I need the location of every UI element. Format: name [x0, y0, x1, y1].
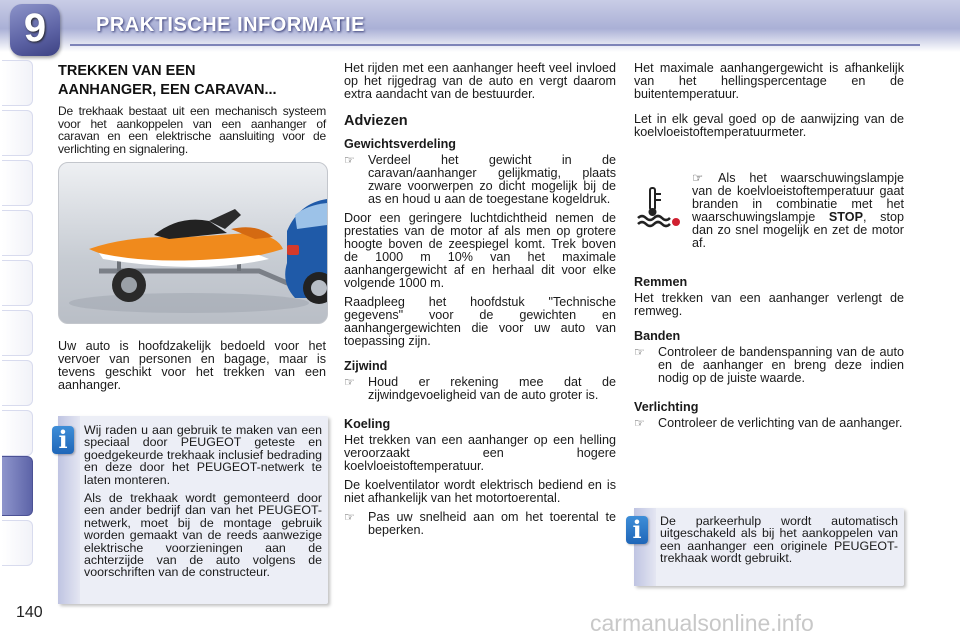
info-paragraph-1: Wij raden u aan gebruik te maken van een speciaal door PEUGEOT geteste en goedgekeurde trekhaak inclusief bedrading en deze door het PEUGEOT-netwerk te laten monteren.: [84, 423, 322, 487]
coolant-warning: [634, 172, 904, 264]
intro-paragraph: Het rijden met een aanhanger heeft veel invloed op het rijgedrag van de auto en vergt daarom extra aandacht van de bestuurder.: [344, 61, 616, 101]
lights-heading: Verlichting: [634, 400, 699, 414]
hand-pointer-icon: ☞: [344, 153, 355, 167]
bullet-text: Pas uw snelheid aan om het toerental te beperken.: [368, 510, 616, 537]
bullet-text: Verdeel het gewicht in de caravan/aanhanger gelijkmatig, plaats zware voorwerpen zo dicht mogelijk bij de as en houd u aan de toegestane kogeldruk.: [368, 153, 616, 206]
column-left-body: [58, 340, 326, 398]
column-left: [58, 62, 326, 161]
header-rule: [70, 44, 920, 46]
weight-heading: Gewichtsverdeling: [344, 137, 456, 151]
altitude-paragraph: Door een geringere luchtdichtheid nemen de prestaties van de motor af als men op grotere hoogte boven de zeespiegel komt. Trek boven de 1000 m 10% van het maximale aanhangergewicht af en herhaal dit voor elke volgende 1000 m.: [344, 211, 616, 290]
chapter-tab[interactable]: [2, 360, 33, 406]
chapter-tab[interactable]: [2, 110, 33, 156]
chapter-number: 9: [23, 6, 47, 50]
hand-pointer-icon: ☞: [634, 416, 645, 430]
hand-pointer-icon: ☞: [344, 375, 355, 389]
wind-bullet: [344, 376, 616, 402]
stop-label: STOP: [828, 210, 863, 224]
coolant-temperature-icon: [636, 184, 680, 228]
column-right: [634, 62, 904, 145]
cooling-bullet: [344, 511, 616, 537]
info-icon: i: [626, 516, 648, 544]
bullet-text: Houd er rekening mee dat de zijwindgevoeligheid van de auto groter is.: [368, 375, 616, 402]
chapter-tab[interactable]: [2, 260, 33, 306]
hand-pointer-icon: ☞: [692, 171, 704, 185]
body-paragraph: Uw auto is hoofdzakelijk bedoeld voor het vervoer van personen en bagage, maar is tevens geschikt voor het trekken van een aanhanger.: [58, 339, 326, 392]
weight-bullet: [344, 154, 616, 206]
intro-paragraph: De trekhaak bestaat uit een mechanisch systeem voor het aankoppelen van een aanhanger of caravan en een elektrische aansluiting voor de verlichting en signalering.: [58, 104, 326, 156]
info-paragraph-2: Als de trekhaak wordt gemonteerd door een ander bedrijf dan van het PEUGEOT-netwerk, moet bij de montage gebruik worden gemaakt van de reeds aanwezige elektrische voorzieningen aan de achterzijde van de auto volgens de voorschriften van de constructeur.: [84, 491, 322, 580]
chapter-title: PRAKTISCHE INFORMATIE: [96, 14, 366, 36]
chapter-tab[interactable]: [2, 310, 33, 356]
hand-pointer-icon: ☞: [344, 510, 355, 524]
brakes-paragraph: Het trekken van een aanhanger verlengt de remweg.: [634, 291, 904, 318]
warning-text: [692, 172, 904, 250]
chapter-tab[interactable]: [2, 520, 33, 566]
cooling-heading: Koeling: [344, 417, 391, 431]
bullet-text: Controleer de bandenspanning van de auto en de aanhanger en breng deze indien nodig op de juiste waarde.: [658, 345, 904, 385]
reference-paragraph: Raadpleeg het hoofdstuk "Technische gegevens" voor de gewichten en aanhangergewichten die voor uw auto van toepassing zijn.: [344, 295, 616, 348]
chapter-tab-strip: [0, 52, 34, 602]
info-box-text: [84, 424, 322, 585]
tyres-bullet: [634, 346, 904, 385]
parking-aid-text: De parkeerhulp wordt automatisch uitgeschakeld als bij het aankoppelen van een aanhanger een originele PEUGEOT-trekhaak wordt gebruikt.: [660, 514, 898, 566]
lights-bullet: [634, 417, 904, 430]
tyres-heading: Banden: [634, 329, 681, 343]
column-right-lower: [634, 276, 904, 436]
section-title-line1: TREKKEN VAN EEN: [58, 63, 196, 79]
warning-text-part2: , stop dan zo snel mogelijk en zet de motor af.: [692, 210, 904, 250]
chapter-tab[interactable]: [2, 160, 33, 206]
cooling-paragraph-1: Het trekken van een aanhanger op een helling veroorzaakt een hogere koelvloeistoftemperatuur.: [344, 433, 616, 473]
column-middle: [344, 62, 616, 543]
chapter-tab-active[interactable]: [2, 456, 33, 516]
weight-paragraph: Het maximale aanhangergewicht is afhankelijk van het hellingspercentage en de buitentemperatuur.: [634, 61, 904, 101]
page-number: 140: [16, 604, 43, 621]
chapter-badge: [10, 4, 60, 56]
chapter-tab[interactable]: [2, 410, 33, 456]
cooling-paragraph-2: De koelventilator wordt elektrisch bediend en is niet afhankelijk van het motortoerental.: [344, 478, 616, 505]
hand-pointer-icon: ☞: [634, 345, 645, 359]
watermark: carmanualsonline.info: [590, 610, 814, 636]
chapter-tab[interactable]: [2, 60, 33, 106]
wind-heading: Zijwind: [344, 359, 388, 373]
warning-text-part1: Als het waarschuwingslampje van de koelvloeistoftemperatuur gaat branden in combinatie met het waarschuwingslampje: [692, 171, 904, 224]
section-title-line2: AANHANGER, EEN CARAVAN...: [58, 82, 277, 98]
gauge-paragraph: Let in elk geval goed op de aanwijzing van de koelvloeistoftemperatuurmeter.: [634, 112, 904, 139]
info-icon: i: [52, 426, 74, 454]
brakes-heading: Remmen: [634, 275, 688, 289]
advice-heading: Adviezen: [344, 113, 408, 129]
section-title: [58, 62, 326, 100]
jetski-trailer-image: [59, 163, 327, 323]
chapter-tab[interactable]: [2, 210, 33, 256]
towing-illustration: [58, 162, 328, 324]
bullet-text: Controleer de verlichting van de aanhanger.: [658, 416, 903, 430]
